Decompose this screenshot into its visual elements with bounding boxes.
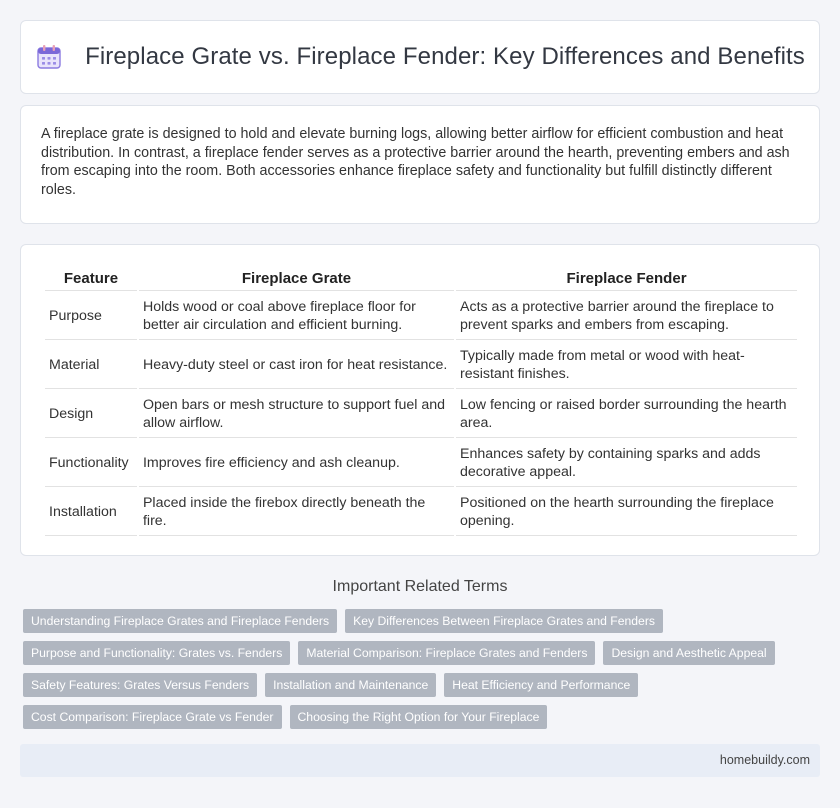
header-fireplace-grate: Fireplace Grate bbox=[139, 265, 454, 291]
header-feature: Feature bbox=[45, 265, 137, 291]
row-fender-cell: Typically made from metal or wood with heat-resistant finishes. bbox=[456, 342, 797, 389]
related-term-tag[interactable]: Purpose and Functionality: Grates vs. Fenders bbox=[23, 641, 290, 665]
title-card bbox=[20, 20, 820, 94]
tag-row bbox=[23, 641, 823, 665]
intro-card bbox=[20, 105, 820, 224]
related-terms-heading: Important Related Terms bbox=[332, 578, 508, 595]
table-header-row bbox=[45, 265, 797, 291]
related-term-tag[interactable]: Safety Features: Grates Versus Fenders bbox=[23, 673, 257, 697]
row-fender-cell: Positioned on the hearth surrounding the fireplace opening. bbox=[456, 489, 797, 536]
row-feature: Functionality bbox=[45, 440, 137, 487]
table-row bbox=[45, 440, 797, 487]
table-row bbox=[45, 342, 797, 389]
row-grate-cell: Heavy-duty steel or cast iron for heat resistance. bbox=[139, 342, 454, 389]
related-term-tag[interactable]: Understanding Fireplace Grates and Fireplace Fenders bbox=[23, 609, 337, 633]
row-grate-cell: Open bars or mesh structure to support fuel and allow airflow. bbox=[139, 391, 454, 438]
row-fender-cell: Enhances safety by containing sparks and adds decorative appeal. bbox=[456, 440, 797, 487]
related-terms-list bbox=[23, 609, 823, 737]
table-row bbox=[45, 489, 797, 536]
header-fireplace-fender: Fireplace Fender bbox=[456, 265, 797, 291]
tag-row bbox=[23, 673, 823, 697]
row-feature: Purpose bbox=[45, 293, 137, 340]
table-row bbox=[45, 391, 797, 438]
page-title: Fireplace Grate vs. Fireplace Fender: Key Differences and Benefits bbox=[85, 43, 805, 70]
row-grate-cell: Holds wood or coal above fireplace floor for better air circulation and efficient burning. bbox=[139, 293, 454, 340]
calendar-icon bbox=[35, 43, 63, 71]
row-fender-cell: Low fencing or raised border surrounding the hearth area. bbox=[456, 391, 797, 438]
related-term-tag[interactable]: Material Comparison: Fireplace Grates and Fenders bbox=[298, 641, 595, 665]
table-row bbox=[45, 293, 797, 340]
related-term-tag[interactable]: Installation and Maintenance bbox=[265, 673, 436, 697]
related-term-tag[interactable]: Key Differences Between Fireplace Grates and Fenders bbox=[345, 609, 663, 633]
intro-paragraph: A fireplace grate is designed to hold and elevate burning logs, allowing better airflow for efficient combustion and heat distribution. In contrast, a fireplace fender serves as a protective barrier around the hearth, preventing embers and ash from escaping into the room. Both accessories enhance fireplace safety and functionality but fulfill distinctly different roles. bbox=[41, 126, 790, 198]
row-grate-cell: Placed inside the firebox directly beneath the fire. bbox=[139, 489, 454, 536]
row-fender-cell: Acts as a protective barrier around the fireplace to prevent sparks and embers from escaping. bbox=[456, 293, 797, 340]
tag-row bbox=[23, 705, 823, 729]
tag-row bbox=[23, 609, 823, 633]
related-term-tag[interactable]: Design and Aesthetic Appeal bbox=[603, 641, 774, 665]
related-term-tag[interactable]: Cost Comparison: Fireplace Grate vs Fender bbox=[23, 705, 282, 729]
row-feature: Installation bbox=[45, 489, 137, 536]
footer-site-link[interactable]: homebuildy.com bbox=[719, 753, 810, 767]
row-grate-cell: Improves fire efficiency and ash cleanup. bbox=[139, 440, 454, 487]
row-feature: Material bbox=[45, 342, 137, 389]
row-feature: Design bbox=[45, 391, 137, 438]
related-term-tag[interactable]: Choosing the Right Option for Your Fireplace bbox=[290, 705, 548, 729]
footer bbox=[20, 744, 820, 777]
comparison-table-card bbox=[20, 244, 820, 556]
related-term-tag[interactable]: Heat Efficiency and Performance bbox=[444, 673, 638, 697]
comparison-table bbox=[43, 263, 799, 538]
